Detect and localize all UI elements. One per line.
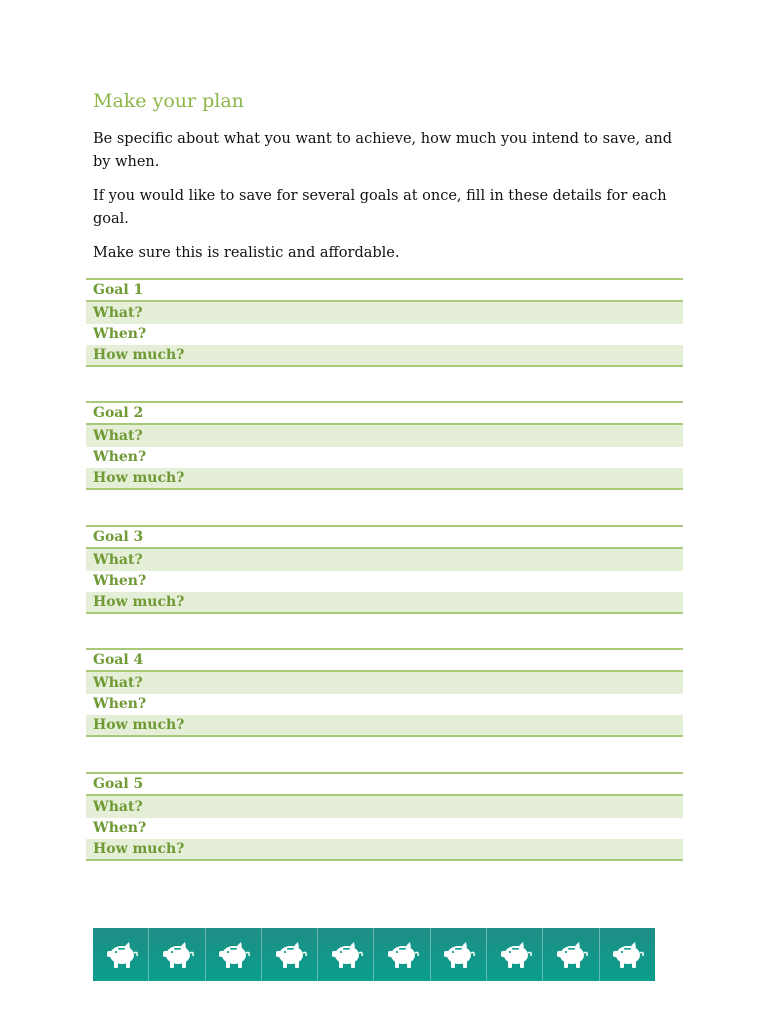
page-title: Make your plan [93, 90, 244, 112]
realistic-paragraph: Make sure this is realistic and affordable. [93, 245, 400, 261]
goal-heading: Goal 4 [86, 648, 683, 672]
goal-how-much-field[interactable]: How much? [86, 468, 683, 490]
goal-when-field[interactable]: When? [86, 818, 683, 840]
goal-how-much-field[interactable]: How much? [86, 839, 683, 861]
piggy-bank-icon [486, 928, 542, 981]
goal-heading: Goal 5 [86, 772, 683, 796]
piggy-bank-icon [261, 928, 317, 981]
goal-when-field[interactable]: When? [86, 694, 683, 716]
goal-heading: Goal 3 [86, 525, 683, 549]
goal-table [86, 401, 683, 490]
goal-what-field[interactable]: What? [86, 796, 683, 818]
piggy-bank-icon [599, 928, 655, 981]
goal-heading: Goal 2 [86, 401, 683, 425]
intro-paragraph: Be specific about what you want to achieve, how much you intend to save, and by when. [93, 131, 672, 170]
goal-when-field[interactable]: When? [86, 447, 683, 469]
piggy-bank-icon [148, 928, 204, 981]
piggy-bank-icon [542, 928, 598, 981]
goal-what-field[interactable]: What? [86, 672, 683, 694]
goal-table [86, 278, 683, 367]
piggy-bank-icon [430, 928, 486, 981]
goal-how-much-field[interactable]: How much? [86, 592, 683, 614]
goal-table [86, 648, 683, 737]
piggy-bank-icon [373, 928, 429, 981]
goal-table [86, 525, 683, 614]
goal-what-field[interactable]: What? [86, 302, 683, 324]
goal-when-field[interactable]: When? [86, 324, 683, 346]
goal-what-field[interactable]: What? [86, 425, 683, 447]
several-goals-paragraph: If you would like to save for several goals at once, fill in these details for each goal. [93, 188, 667, 227]
goal-table [86, 772, 683, 861]
piggy-bank-icon [205, 928, 261, 981]
goal-what-field[interactable]: What? [86, 549, 683, 571]
goal-heading: Goal 1 [86, 278, 683, 302]
piggy-bank-banner [93, 928, 655, 981]
goal-when-field[interactable]: When? [86, 571, 683, 593]
goal-how-much-field[interactable]: How much? [86, 715, 683, 737]
piggy-bank-icon [93, 928, 148, 981]
goal-how-much-field[interactable]: How much? [86, 345, 683, 367]
piggy-bank-icon [317, 928, 373, 981]
